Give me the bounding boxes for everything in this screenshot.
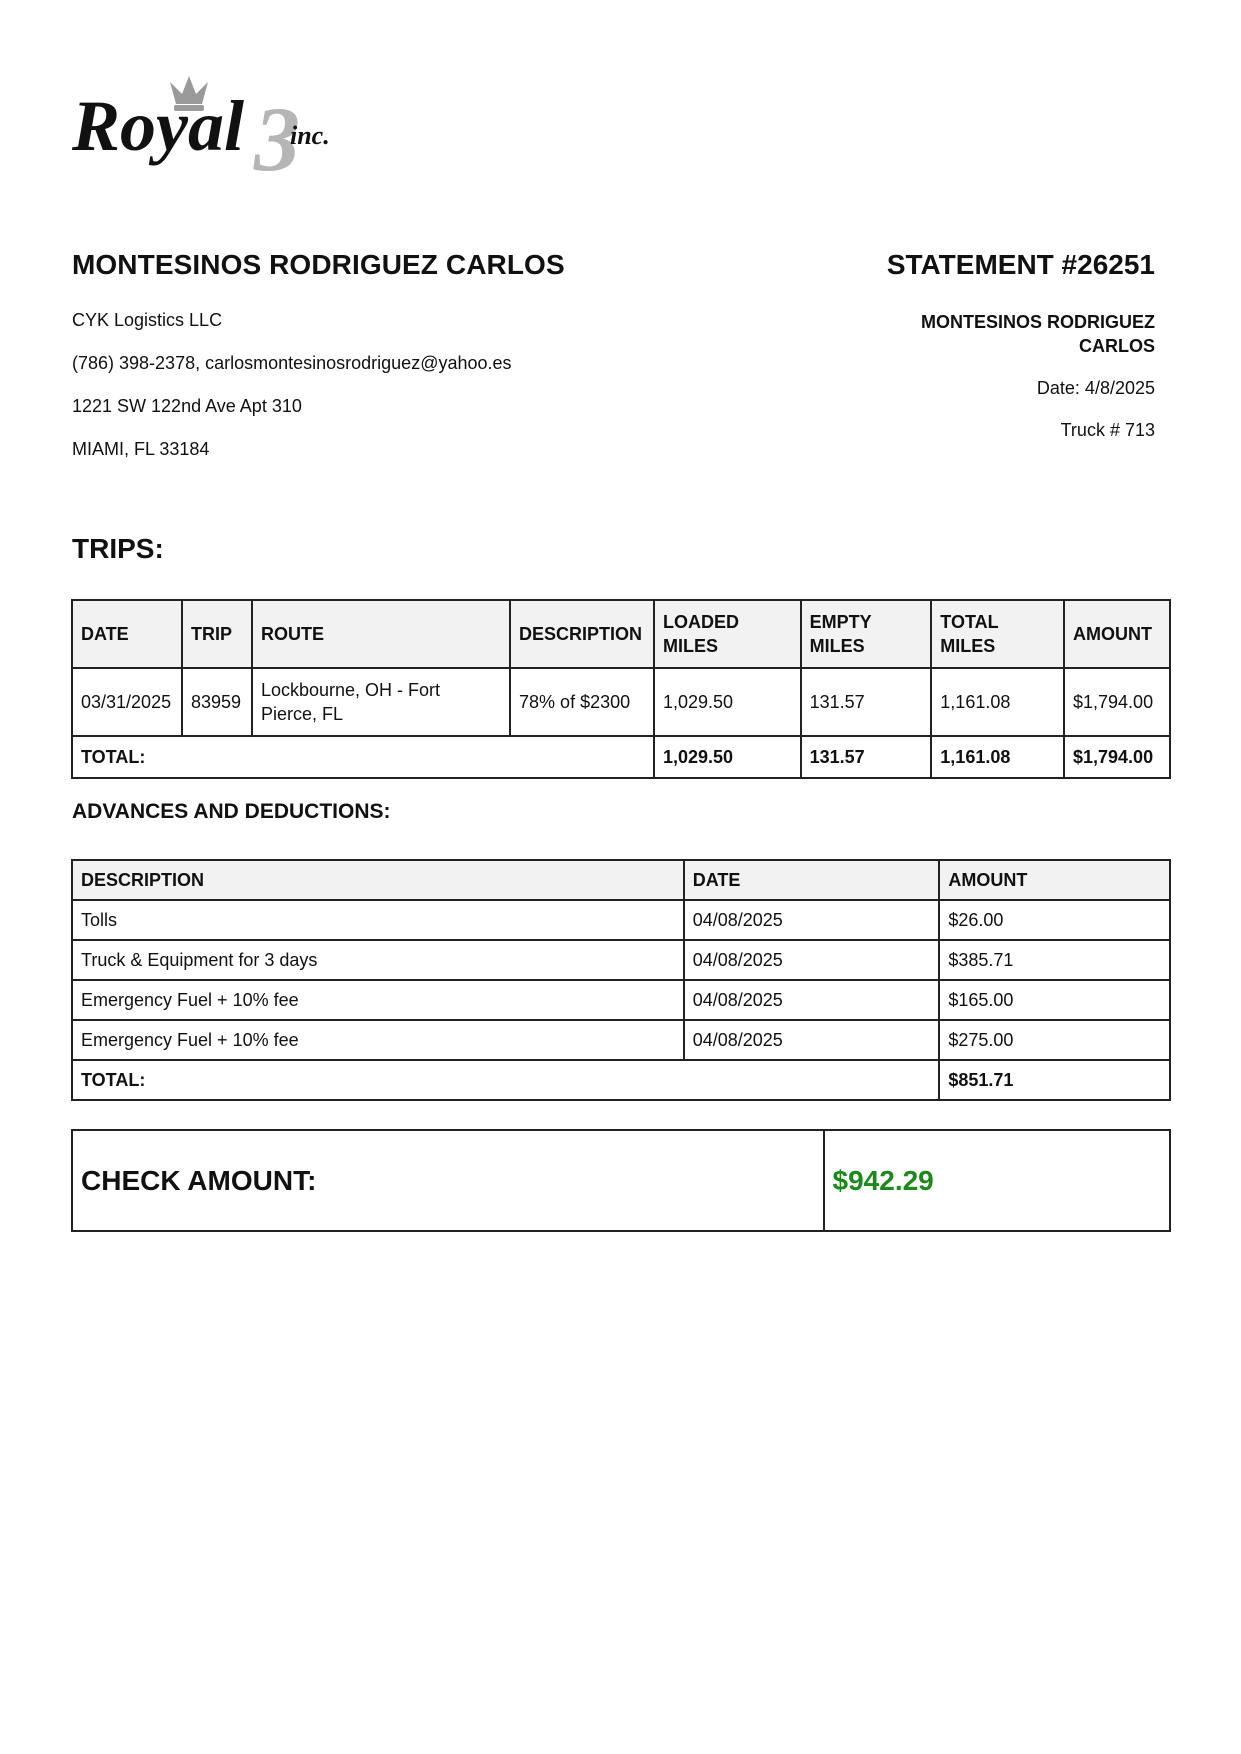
trip-description: 78% of $2300 <box>510 668 654 736</box>
table-row <box>72 1020 1170 1060</box>
trip-loaded-miles: 1,029.50 <box>654 668 801 736</box>
driver-address-line1: 1221 SW 122nd Ave Apt 310 <box>72 396 302 416</box>
statement-name-line2: CARLOS <box>1079 336 1155 356</box>
col-header-loaded-miles: LOADED MILES <box>654 600 801 668</box>
deduction-amount: $26.00 <box>939 900 1170 940</box>
statement-date: Date: 4/8/2025 <box>1036 378 1155 398</box>
statement-title: STATEMENT #26251 <box>886 249 1155 280</box>
driver-contact: (786) 398-2378, carlosmontesinosrodriguez@yahoo.es <box>72 353 512 373</box>
table-row <box>72 668 1170 736</box>
trips-total-miles: 1,161.08 <box>931 736 1064 778</box>
driver-company: CYK Logistics LLC <box>72 310 223 330</box>
logo-royal-text: Royal <box>72 86 244 166</box>
col-header-route: ROUTE <box>252 600 510 668</box>
deduction-amount: $165.00 <box>939 980 1170 1020</box>
check-amount-value: $942.29 <box>824 1130 1170 1231</box>
trips-total-empty: 131.57 <box>801 736 932 778</box>
col-header-description: DESCRIPTION <box>72 860 684 900</box>
statement-info <box>855 310 1155 442</box>
logo-numeral: 3 <box>254 88 300 190</box>
driver-name: MONTESINOS RODRIGUEZ CARLOS <box>72 249 565 280</box>
deduction-amount: $275.00 <box>939 1020 1170 1060</box>
trips-total-label: TOTAL: <box>72 736 654 778</box>
col-header-total-miles: TOTAL MILES <box>931 600 1064 668</box>
logo-suffix: inc. <box>290 121 330 150</box>
advances-table <box>71 859 1171 1101</box>
trips-total-row <box>72 736 1170 778</box>
deduction-description: Emergency Fuel + 10% fee <box>72 980 684 1020</box>
deduction-amount: $385.71 <box>939 940 1170 980</box>
col-header-description: DESCRIPTION <box>510 600 654 668</box>
trips-total-amount: $1,794.00 <box>1064 736 1170 778</box>
statement-name-line1: MONTESINOS RODRIGUEZ <box>920 312 1155 332</box>
trips-title: TRIPS: <box>72 533 164 564</box>
col-header-trip: TRIP <box>182 600 252 668</box>
col-header-empty-miles: EMPTY MILES <box>801 600 932 668</box>
trips-header-row <box>72 600 1170 668</box>
col-header-date: DATE <box>72 600 182 668</box>
trip-empty-miles: 131.57 <box>801 668 932 736</box>
col-header-date: DATE <box>684 860 940 900</box>
trip-amount: $1,794.00 <box>1064 668 1170 736</box>
deduction-date: 04/08/2025 <box>684 900 940 940</box>
col-header-amount: AMOUNT <box>1064 600 1170 668</box>
check-amount-table <box>71 1129 1171 1232</box>
col-header-amount: AMOUNT <box>939 860 1170 900</box>
check-amount-label: CHECK AMOUNT: <box>72 1130 824 1231</box>
company-logo <box>72 76 392 192</box>
trip-date: 03/31/2025 <box>72 668 182 736</box>
deduction-description: Truck & Equipment for 3 days <box>72 940 684 980</box>
trips-total-loaded: 1,029.50 <box>654 736 801 778</box>
driver-address-line2: MIAMI, FL 33184 <box>72 439 210 459</box>
deduction-date: 04/08/2025 <box>684 940 940 980</box>
trips-table <box>71 599 1171 779</box>
deduction-description: Emergency Fuel + 10% fee <box>72 1020 684 1060</box>
trip-number: 83959 <box>182 668 252 736</box>
trip-total-miles: 1,161.08 <box>931 668 1064 736</box>
table-row <box>72 900 1170 940</box>
advances-header-row <box>72 860 1170 900</box>
advances-total-amount: $851.71 <box>939 1060 1170 1100</box>
deduction-date: 04/08/2025 <box>684 980 940 1020</box>
advances-total-row <box>72 1060 1170 1100</box>
trip-route: Lockbourne, OH - Fort Pierce, FL <box>252 668 510 736</box>
statement-truck: Truck # 713 <box>1060 420 1155 440</box>
advances-title: ADVANCES AND DEDUCTIONS: <box>72 800 391 823</box>
table-row <box>72 980 1170 1020</box>
deduction-description: Tolls <box>72 900 684 940</box>
check-row <box>72 1130 1170 1231</box>
advances-total-label: TOTAL: <box>72 1060 939 1100</box>
table-row <box>72 940 1170 980</box>
deduction-date: 04/08/2025 <box>684 1020 940 1060</box>
